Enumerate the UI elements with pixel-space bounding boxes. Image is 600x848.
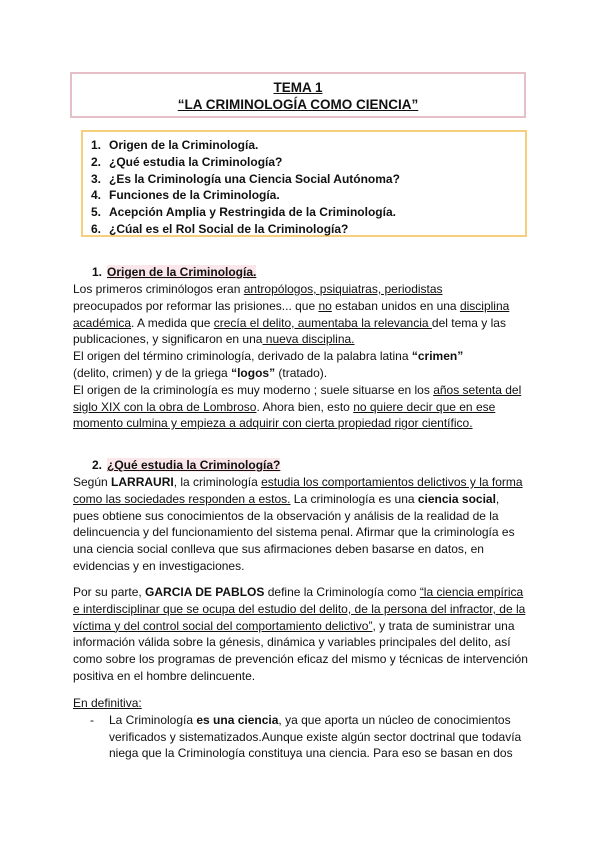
conclusion-label: En definitiva: — [73, 696, 142, 710]
underlined-text: años setenta del siglo XIX con la obra de Lombroso — [73, 382, 522, 414]
section-2-conclusion — [73, 695, 528, 762]
bold-text: LARRAURI — [111, 475, 174, 489]
text-span: La criminología es una — [290, 491, 418, 506]
section-1-heading — [92, 265, 256, 279]
title-line-2: “LA CRIMINOLOGÍA COMO CIENCIA” — [177, 97, 419, 112]
text-span: estaban unidos en una — [331, 298, 460, 313]
bullet-dash: - — [90, 712, 94, 727]
toc-item — [91, 221, 525, 238]
underlined-text: “la ciencia empírica e interdisciplinar que se ocupa del estudio del delito, de la persona del infractor, de la víctima y del control social del comportamiento delictivo” — [73, 585, 526, 633]
text-span: (tratado). — [275, 365, 328, 380]
text-span: del tema y las publicaciones, y significaron en una — [73, 315, 506, 347]
toc-item-label: ¿Es la Criminología una Ciencia Social Autónoma? — [109, 171, 400, 186]
text-span: (delito, crimen) y de la griega — [73, 365, 232, 380]
text-span: preocupados por reformar las prisiones... que — [73, 298, 319, 313]
title-box — [70, 72, 526, 118]
list-item-text — [109, 712, 528, 762]
toc-item-number: 5. — [91, 205, 102, 220]
toc-item-number: 6. — [91, 221, 102, 236]
toc-item — [91, 187, 525, 204]
section-1-body — [73, 281, 528, 432]
paragraph — [73, 695, 528, 712]
text-span: , y trata de suministrar una información válida sobre la génesis, dinámica y variables principales del delito, así como sobre los programas de prevención eficaz del mismo y técnicas de intervención positiva en el hombre delincuente. — [73, 618, 528, 683]
paragraph — [73, 281, 528, 348]
section-number: 1. — [92, 265, 103, 279]
section-2-paragraph-1 — [73, 474, 528, 575]
toc-item — [91, 171, 525, 188]
bold-text: “crimen” — [411, 349, 464, 364]
section-number: 2. — [92, 458, 103, 472]
paragraph — [73, 348, 528, 382]
table-of-contents — [81, 130, 527, 237]
text-span: El origen de la criminología es muy moderno ; suele situarse en los — [73, 382, 434, 397]
toc-item — [91, 137, 525, 154]
list-item — [73, 712, 528, 762]
paragraph — [73, 382, 528, 432]
bold-text: es una ciencia — [196, 712, 279, 727]
text-span: . A medida que — [131, 315, 214, 330]
underlined-text: estudia los comportamientos delictivos y la forma como las sociedades responden a estos. — [73, 475, 523, 506]
toc-item — [91, 154, 525, 171]
underlined-text: nueva disciplina. — [262, 332, 355, 347]
paragraph — [73, 474, 528, 575]
toc-item-label: Funciones de la Criminología. — [109, 188, 280, 203]
toc-item-number: 2. — [91, 154, 102, 169]
text-span: La Criminología — [109, 712, 197, 727]
text-span: Por su parte, — [73, 585, 146, 599]
paragraph — [73, 584, 528, 685]
underlined-text: no — [318, 298, 332, 313]
text-span: Según — [73, 475, 112, 489]
bold-text: GARCIA DE PABLOS — [145, 585, 265, 599]
text-span: , la criminología — [173, 475, 262, 489]
text-span: define la Criminología como — [264, 585, 420, 599]
underlined-text: crecía el delito, aumentaba la relevancia — [213, 315, 432, 330]
toc-item-label: Origen de la Criminología. — [109, 138, 259, 152]
text-span: , pues obtiene sus conocimientos de la observación y análisis de la realidad de la delincuencia y del funcionamiento del sistema penal. Afirmar que la criminología es una ciencia social conlleva que sus afirmaciones deben basarse en datos, en evidencias y en investigaciones. — [73, 491, 515, 573]
text-span: , ya que aporta un núcleo de conocimientos verificados y sistematizados.Aunque existe algún sector doctrinal que todavía niega que la Criminología constituya una ciencia. Para eso se basan en dos — [109, 712, 522, 761]
section-2-paragraph-2 — [73, 584, 528, 685]
toc-item-label: ¿Qué estudia la Criminología? — [109, 154, 283, 169]
toc-item-number: 1. — [91, 138, 102, 152]
underlined-text: disciplina académica — [73, 298, 510, 330]
section-title: Origen de la Criminología. — [107, 265, 257, 279]
underlined-text: antropólogos, psiquiatras, periodistas — [243, 282, 443, 296]
title-line-1: TEMA 1 — [273, 80, 323, 95]
text-span: Los primeros criminólogos eran — [73, 282, 244, 296]
bold-text: “logos” — [231, 365, 276, 380]
toc-item-label: ¿Cúal es el Rol Social de la Criminología? — [109, 221, 349, 236]
section-2-heading — [92, 458, 280, 472]
underlined-text: no quiere decir que en ese momento culmina y empieza a adquirir con cierta propiedad rigor científico. — [73, 399, 496, 431]
toc-item — [91, 204, 525, 221]
toc-item-label: Acepción Amplia y Restringida de la Criminología. — [109, 205, 396, 220]
section-title: ¿Qué estudia la Criminología? — [107, 458, 281, 472]
text-span: El origen del término criminología, derivado de la palabra latina — [73, 349, 412, 364]
toc-item-number: 3. — [91, 171, 102, 186]
text-span: . Ahora bien, esto — [256, 399, 354, 414]
toc-item-number: 4. — [91, 188, 102, 203]
bold-text: ciencia social — [417, 491, 496, 506]
